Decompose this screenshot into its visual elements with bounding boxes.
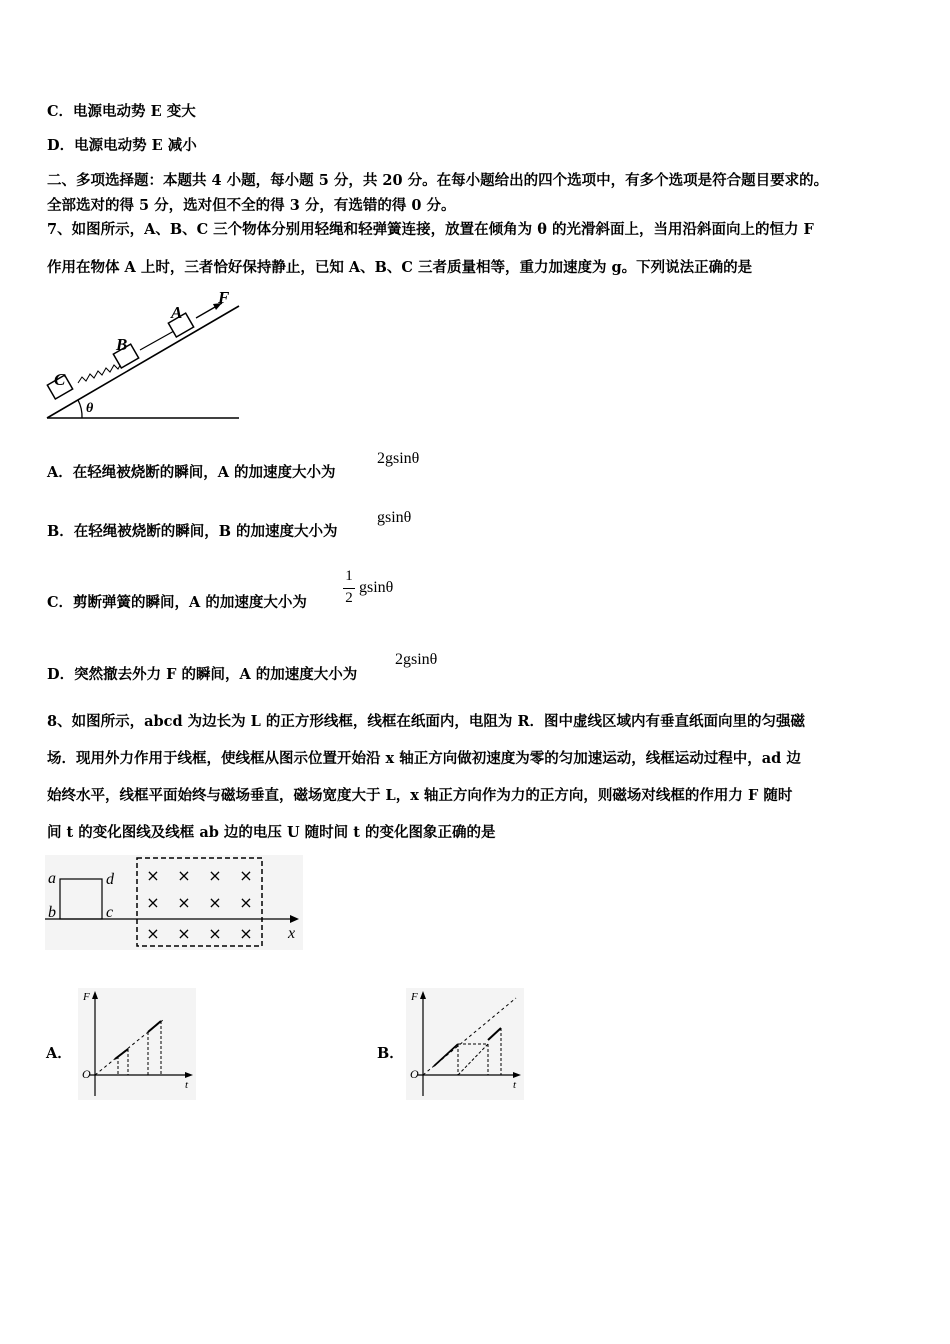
label-c: c (106, 904, 114, 921)
field-cross: × (239, 893, 253, 912)
field-cross: × (208, 866, 222, 885)
field-cross: × (239, 866, 253, 885)
q7-option-a: A．在轻绳被烧断的瞬间，A 的加速度大小为 (47, 464, 336, 481)
label-origin: O (410, 1067, 419, 1081)
label-b: B (116, 335, 128, 354)
option-c-prev: C．电源电动势 E 变大 (47, 103, 196, 120)
field-cross: × (239, 924, 253, 943)
q7-stem-1: 7、如图所示，A、B、C 三个物体分别用轻绳和轻弹簧连接，放置在倾角为 θ 的光滑斜面上，当用沿斜面向上的恒力 F (47, 221, 814, 238)
label-a: A (171, 303, 183, 322)
magnetic-field-figure (45, 855, 303, 950)
label-f: F (83, 991, 90, 1003)
fraction-denominator: 2 (345, 590, 353, 606)
q7-option-c: C．剪断弹簧的瞬间，A 的加速度大小为 (47, 594, 307, 611)
label-d: d (106, 871, 114, 888)
q8-stem-1: 8、如图所示，abcd 为边长为 L 的正方形线框，线框在纸面内，电阻为 R．图中虚线区域内有垂直纸面向里的匀强磁 (47, 713, 806, 730)
q7-option-b-formula: gsinθ (377, 509, 412, 526)
label-b: b (48, 904, 56, 921)
field-cross: × (146, 866, 160, 885)
label-origin: O (82, 1067, 91, 1081)
label-x: x (288, 925, 296, 942)
q8-stem-4: 间 t 的变化图线及线框 ab 边的电压 U 随时间 t 的变化图象正确的是 (47, 824, 496, 841)
label-c: C (54, 370, 66, 389)
label-t: t (513, 1079, 517, 1091)
theta-label: θ (86, 401, 94, 416)
label-f: F (218, 288, 230, 307)
label-f: F (411, 991, 418, 1003)
label-t: t (185, 1079, 189, 1091)
q8-stem-3: 始终水平，线框平面始终与磁场垂直，磁场宽度大于 L，x 轴正方向作为力的正方向，则磁场对线框的作用力 F 随时 (47, 787, 793, 804)
option-d-prev: D．电源电动势 E 减小 (47, 137, 197, 154)
q7-option-c-formula: gsinθ (359, 579, 394, 596)
section-heading-1: 二、多项选择题：本题共 4 小题，每小题 5 分，共 20 分。在每小题给出的四个选项中，有多个选项是符合题目要求的。 (47, 172, 829, 189)
q7-option-d: D．突然撤去外力 F 的瞬间，A 的加速度大小为 (47, 666, 358, 683)
label-a: a (48, 870, 56, 887)
field-cross: × (146, 893, 160, 912)
graph-option-a (78, 988, 196, 1100)
field-cross: × (177, 893, 191, 912)
section-heading-2: 全部选对的得 5 分，选对但不全的得 3 分，有选错的得 0 分。 (47, 197, 456, 214)
field-cross: × (208, 924, 222, 943)
field-cross: × (208, 893, 222, 912)
field-cross: × (177, 866, 191, 885)
fraction-bar (343, 588, 355, 589)
graph-option-b (406, 988, 524, 1100)
q8-option-a-label: A． (46, 1045, 72, 1062)
incline-figure (44, 288, 244, 423)
q7-option-a-formula: 2gsinθ (377, 450, 420, 467)
q7-stem-2: 作用在物体 A 上时，三者恰好保持静止，已知 A、B、C 三者质量相等，重力加速度为 g。下列说法正确的是 (47, 259, 753, 276)
q7-option-d-formula: 2gsinθ (395, 651, 438, 668)
q8-stem-2: 场．现用外力作用于线框，使线框从图示位置开始沿 x 轴正方向做初速度为零的匀加速运动，线框运动过程中，ad 边 (47, 750, 801, 767)
fraction-numerator: 1 (345, 568, 353, 584)
spring (78, 362, 122, 383)
field-cross: × (177, 924, 191, 943)
q7-option-b: B．在轻绳被烧断的瞬间，B 的加速度大小为 (47, 523, 338, 540)
q8-option-b-label: B． (377, 1045, 404, 1062)
field-cross: × (146, 924, 160, 943)
